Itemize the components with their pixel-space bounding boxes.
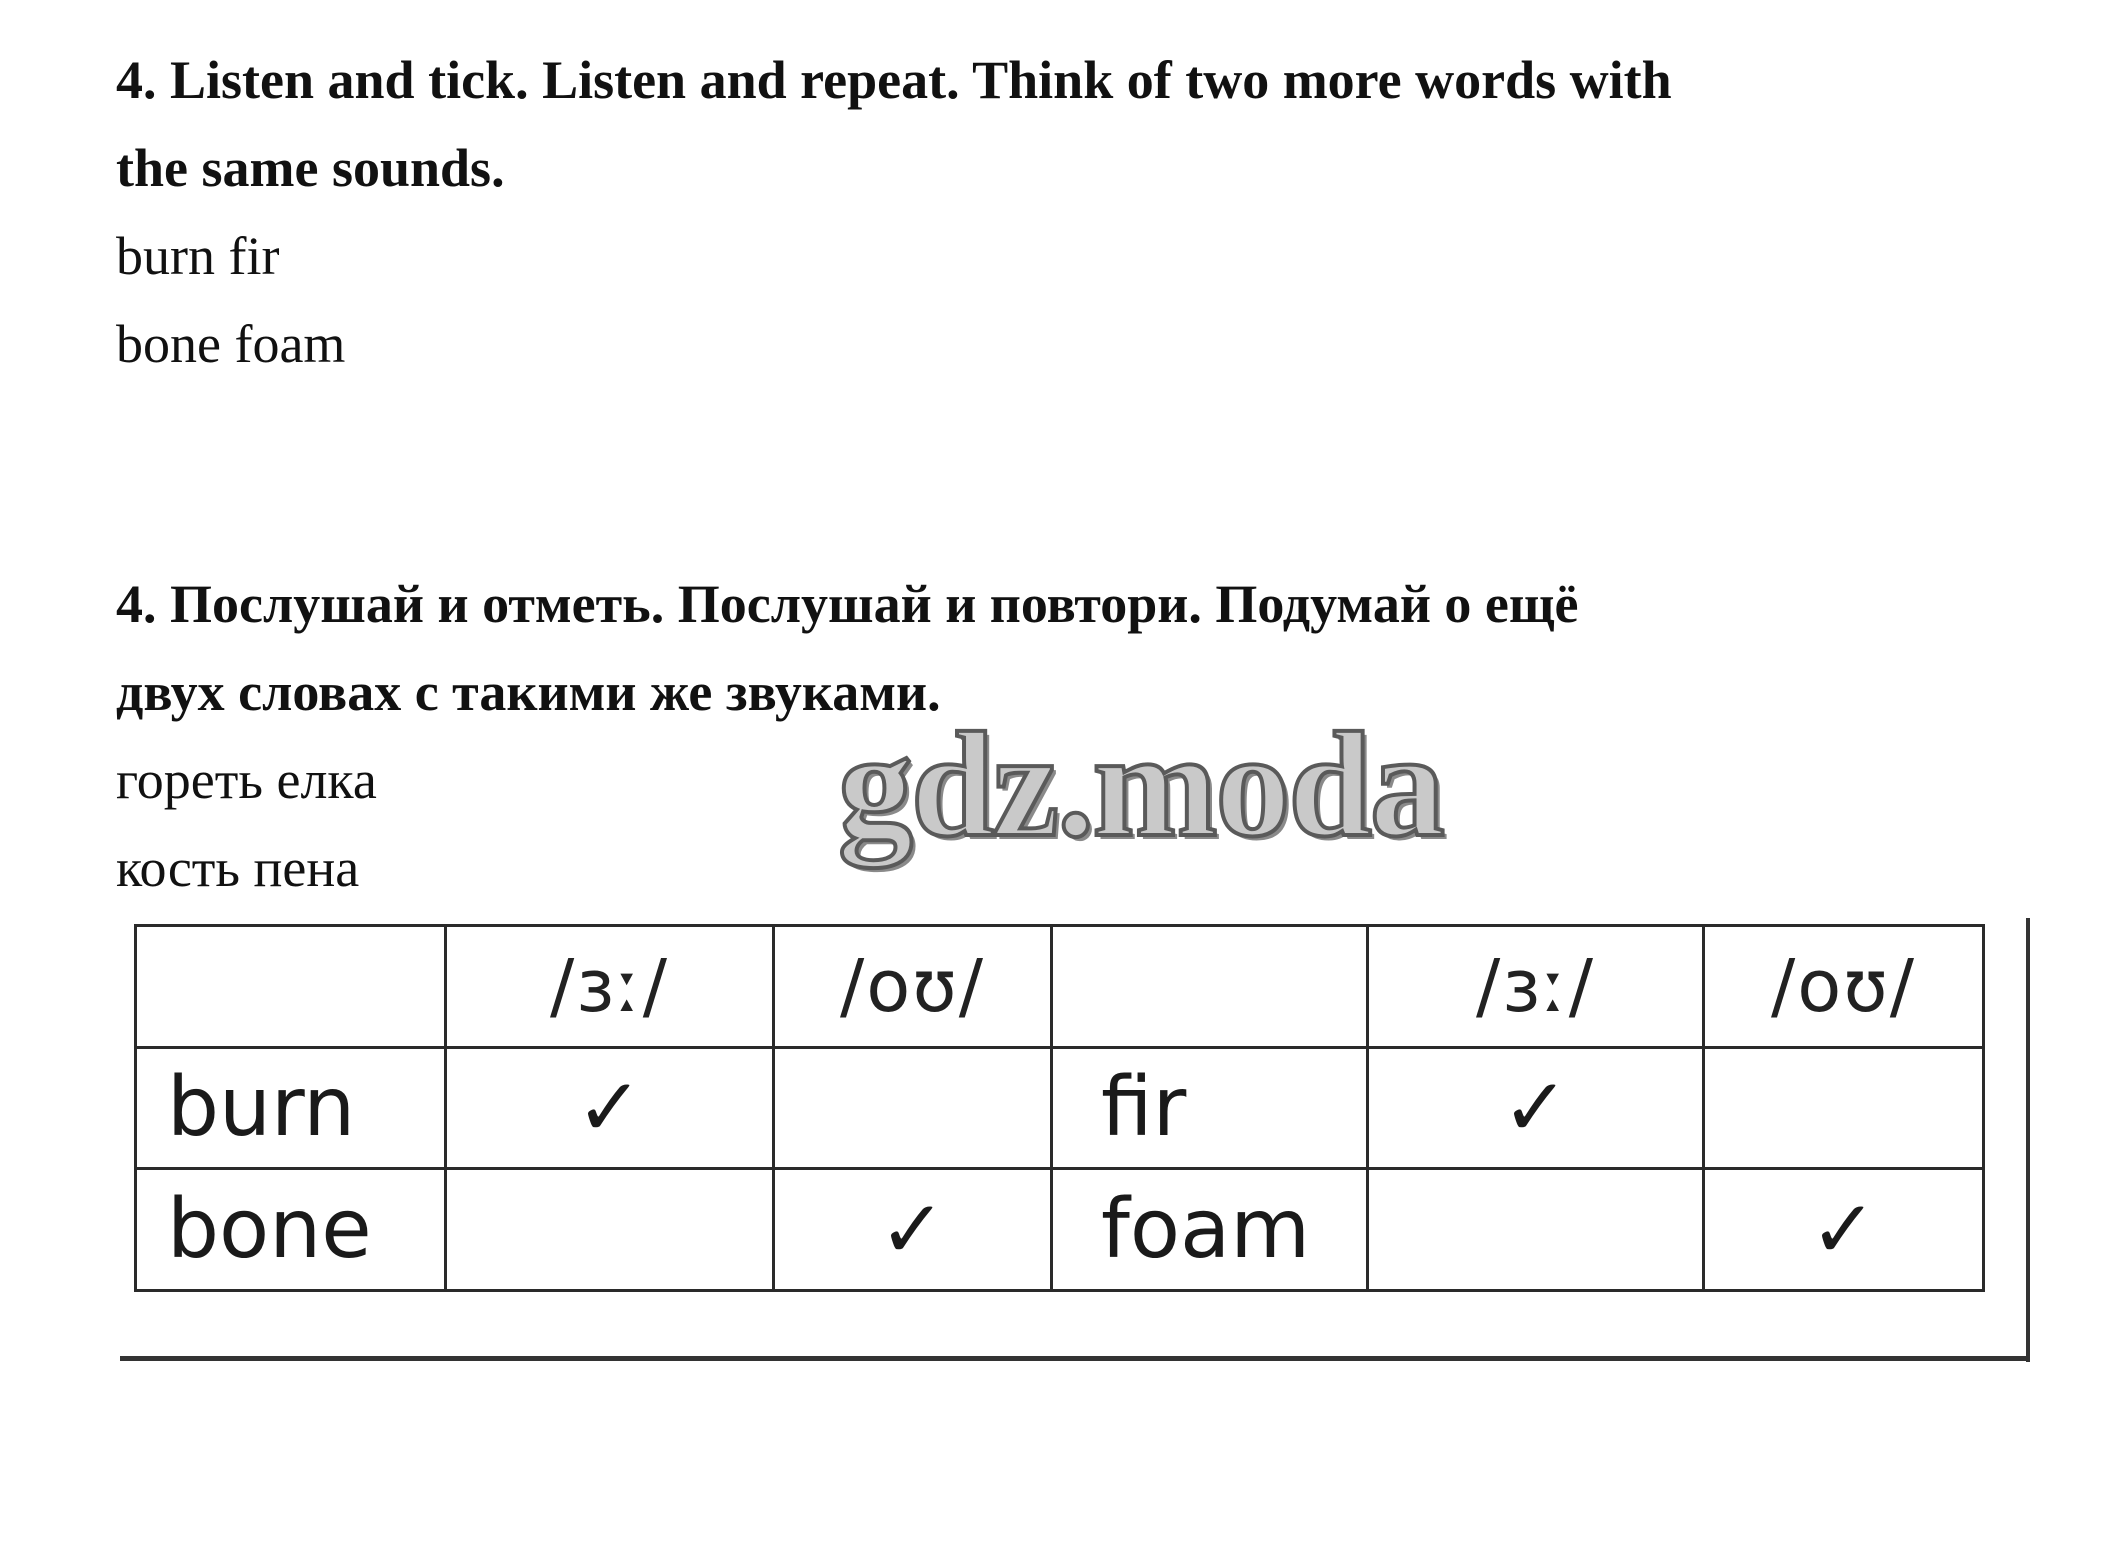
english-answer-line-1: burn fir: [116, 226, 280, 286]
word-cell-right: foam: [1052, 1169, 1368, 1291]
tick-cell[interactable]: [774, 1047, 1052, 1169]
header-cell-ou-sound-left: /oʊ/: [774, 926, 1052, 1048]
word-cell-left: bone: [136, 1169, 446, 1291]
header-cell-ou-sound-right: /oʊ/: [1704, 926, 1984, 1048]
english-task-heading-line-2: the same sounds.: [116, 138, 505, 198]
header-cell-er-sound-left: /ɜː/: [446, 926, 774, 1048]
header-cell-empty-right: [1052, 926, 1368, 1048]
table-frame-right-line: [2026, 918, 2030, 1362]
word-cell-left: burn: [136, 1047, 446, 1169]
tick-cell[interactable]: ✓: [1368, 1047, 1704, 1169]
tick-cell[interactable]: ✓: [1704, 1169, 1984, 1291]
english-task-heading-line-1: 4. Listen and tick. Listen and repeat. Think of two more words with: [116, 50, 1672, 110]
table-row: [136, 1169, 1984, 1291]
tick-cell[interactable]: [1704, 1047, 1984, 1169]
table-frame-bottom-line: [120, 1356, 2030, 1361]
english-answer-line-2: bone foam: [116, 314, 346, 374]
watermark: gdz.moda: [838, 702, 1443, 868]
sounds-table: [134, 924, 1985, 1292]
word-cell-right: fir: [1052, 1047, 1368, 1169]
russian-answer-line-2: кость пена: [116, 838, 360, 898]
russian-task-heading-line-1: 4. Послушай и отметь. Послушай и повтори. Подумай о ещё: [116, 574, 1579, 634]
tick-cell[interactable]: [446, 1169, 774, 1291]
tick-cell[interactable]: ✓: [446, 1047, 774, 1169]
header-cell-empty-left: [136, 926, 446, 1048]
tick-cell[interactable]: ✓: [774, 1169, 1052, 1291]
english-task-block: [116, 36, 2016, 388]
russian-answer-line-1: гореть елка: [116, 750, 377, 810]
russian-task-heading-line-2: двух словах с такими же звуками.: [116, 662, 941, 722]
tick-cell[interactable]: [1368, 1169, 1704, 1291]
table-row: [136, 1047, 1984, 1169]
header-cell-er-sound-right: /ɜː/: [1368, 926, 1704, 1048]
table-header-row: [136, 926, 1984, 1048]
